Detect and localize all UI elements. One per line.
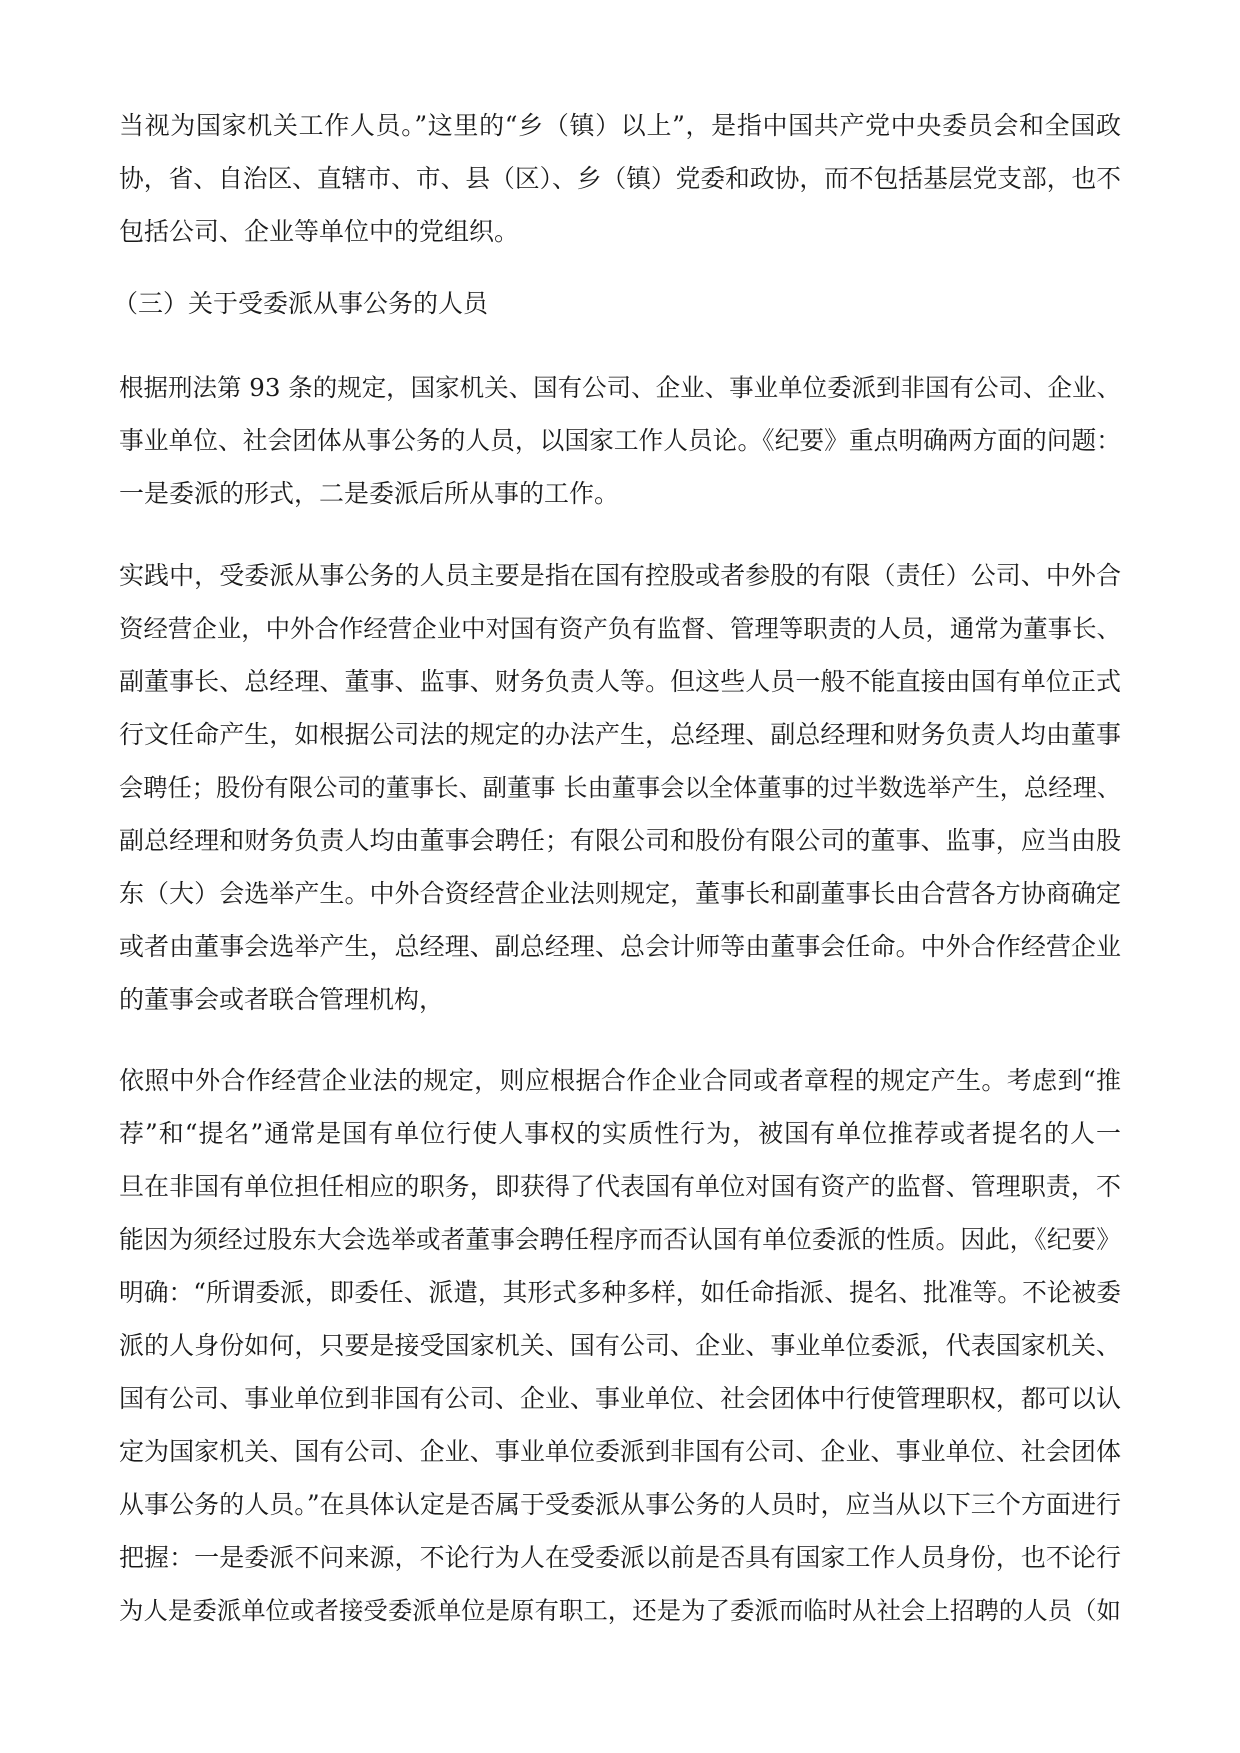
text-line: 明确：“所谓委派，即委任、派遣，其形式多种多样，如任命指派、提名、批准等。不论被委 (119, 1278, 1121, 1307)
text-line: 荐”和“提名”通常是国有单位行使人事权的实质性行为，被国有单位推荐或者提名的人一 (119, 1119, 1121, 1148)
text-line: 为人是委派单位或者接受委派单位是原有职工，还是为了委派而临时从社会上招聘的人员（如 (119, 1596, 1121, 1625)
text-line: 东（大）会选举产生。中外合资经营企业法则规定，董事长和副董事长由合营各方协商确定 (119, 879, 1121, 908)
text-line: 或者由董事会选举产生，总经理、副总经理、总会计师等由董事会任命。中外合作经营企业 (119, 932, 1121, 961)
text-line: 副董事长、总经理、董事、监事、财务负责人等。但这些人员一般不能直接由国有单位正式 (119, 667, 1121, 696)
text-line: 的董事会或者联合管理机构， (119, 985, 445, 1014)
text-line: 国有公司、事业单位到非国有公司、企业、事业单位、社会团体中行使管理职权，都可以认 (119, 1384, 1121, 1413)
text-line: 实践中，受委派从事公务的人员主要是指在国有控股或者参股的有限（责任）公司、中外合 (119, 561, 1121, 590)
text-line: 副总经理和财务负责人均由董事会聘任；有限公司和股份有限公司的董事、监事，应当由股 (119, 826, 1121, 855)
text-line: 包括公司、企业等单位中的党组织。 (119, 217, 520, 246)
text-line: 行文任命产生，如根据公司法的规定的办法产生，总经理、副总经理和财务负责人均由董事 (119, 720, 1121, 749)
text-line: 协，省、自治区、直辖市、市、县（区）、乡（镇）党委和政协，而不包括基层党支部，也不 (119, 164, 1121, 193)
text-line: 派的人身份如何，只要是接受国家机关、国有公司、企业、事业单位委派，代表国家机关、 (119, 1331, 1121, 1360)
text-line: 从事公务的人员。”在具体认定是否属于受委派从事公务的人员时，应当从以下三个方面进行 (119, 1490, 1121, 1519)
text-line: 定为国家机关、国有公司、企业、事业单位委派到非国有公司、企业、事业单位、社会团体 (119, 1437, 1121, 1466)
text-line: 旦在非国有单位担任相应的职务，即获得了代表国有单位对国有资产的监督、管理职责，不 (119, 1172, 1121, 1201)
text-line: 把握：一是委派不问来源，不论行为人在受委派以前是否具有国家工作人员身份，也不论行 (119, 1543, 1121, 1572)
text-line: 资经营企业，中外合作经营企业中对国有资产负有监督、管理等职责的人员，通常为董事长、 (119, 614, 1121, 643)
text-line: 会聘任；股份有限公司的董事长、副董事 长由董事会以全体董事的过半数选举产生，总经理、 (119, 773, 1121, 802)
text-line: 当视为国家机关工作人员。”这里的“乡（镇）以上”，是指中国共产党中央委员会和全国政 (119, 111, 1121, 140)
text-line: 依照中外合作经营企业法的规定，则应根据合作企业合同或者章程的规定产生。考虑到“推 (119, 1066, 1121, 1095)
text-line: 一是委派的形式，二是委派后所从事的工作。 (119, 479, 620, 508)
text-line: 事业单位、社会团体从事公务的人员，以国家工作人员论。《纪要》重点明确两方面的问题： (119, 426, 1121, 455)
text-line: 能因为须经过股东大会选举或者董事会聘任程序而否认国有单位委派的性质。因此，《纪要》 (119, 1225, 1121, 1254)
text-line: 根据刑法第 93 条的规定，国家机关、国有公司、企业、事业单位委派到非国有公司、企业、 (119, 373, 1121, 402)
section-heading: （三）关于受委派从事公务的人员 (113, 289, 489, 318)
